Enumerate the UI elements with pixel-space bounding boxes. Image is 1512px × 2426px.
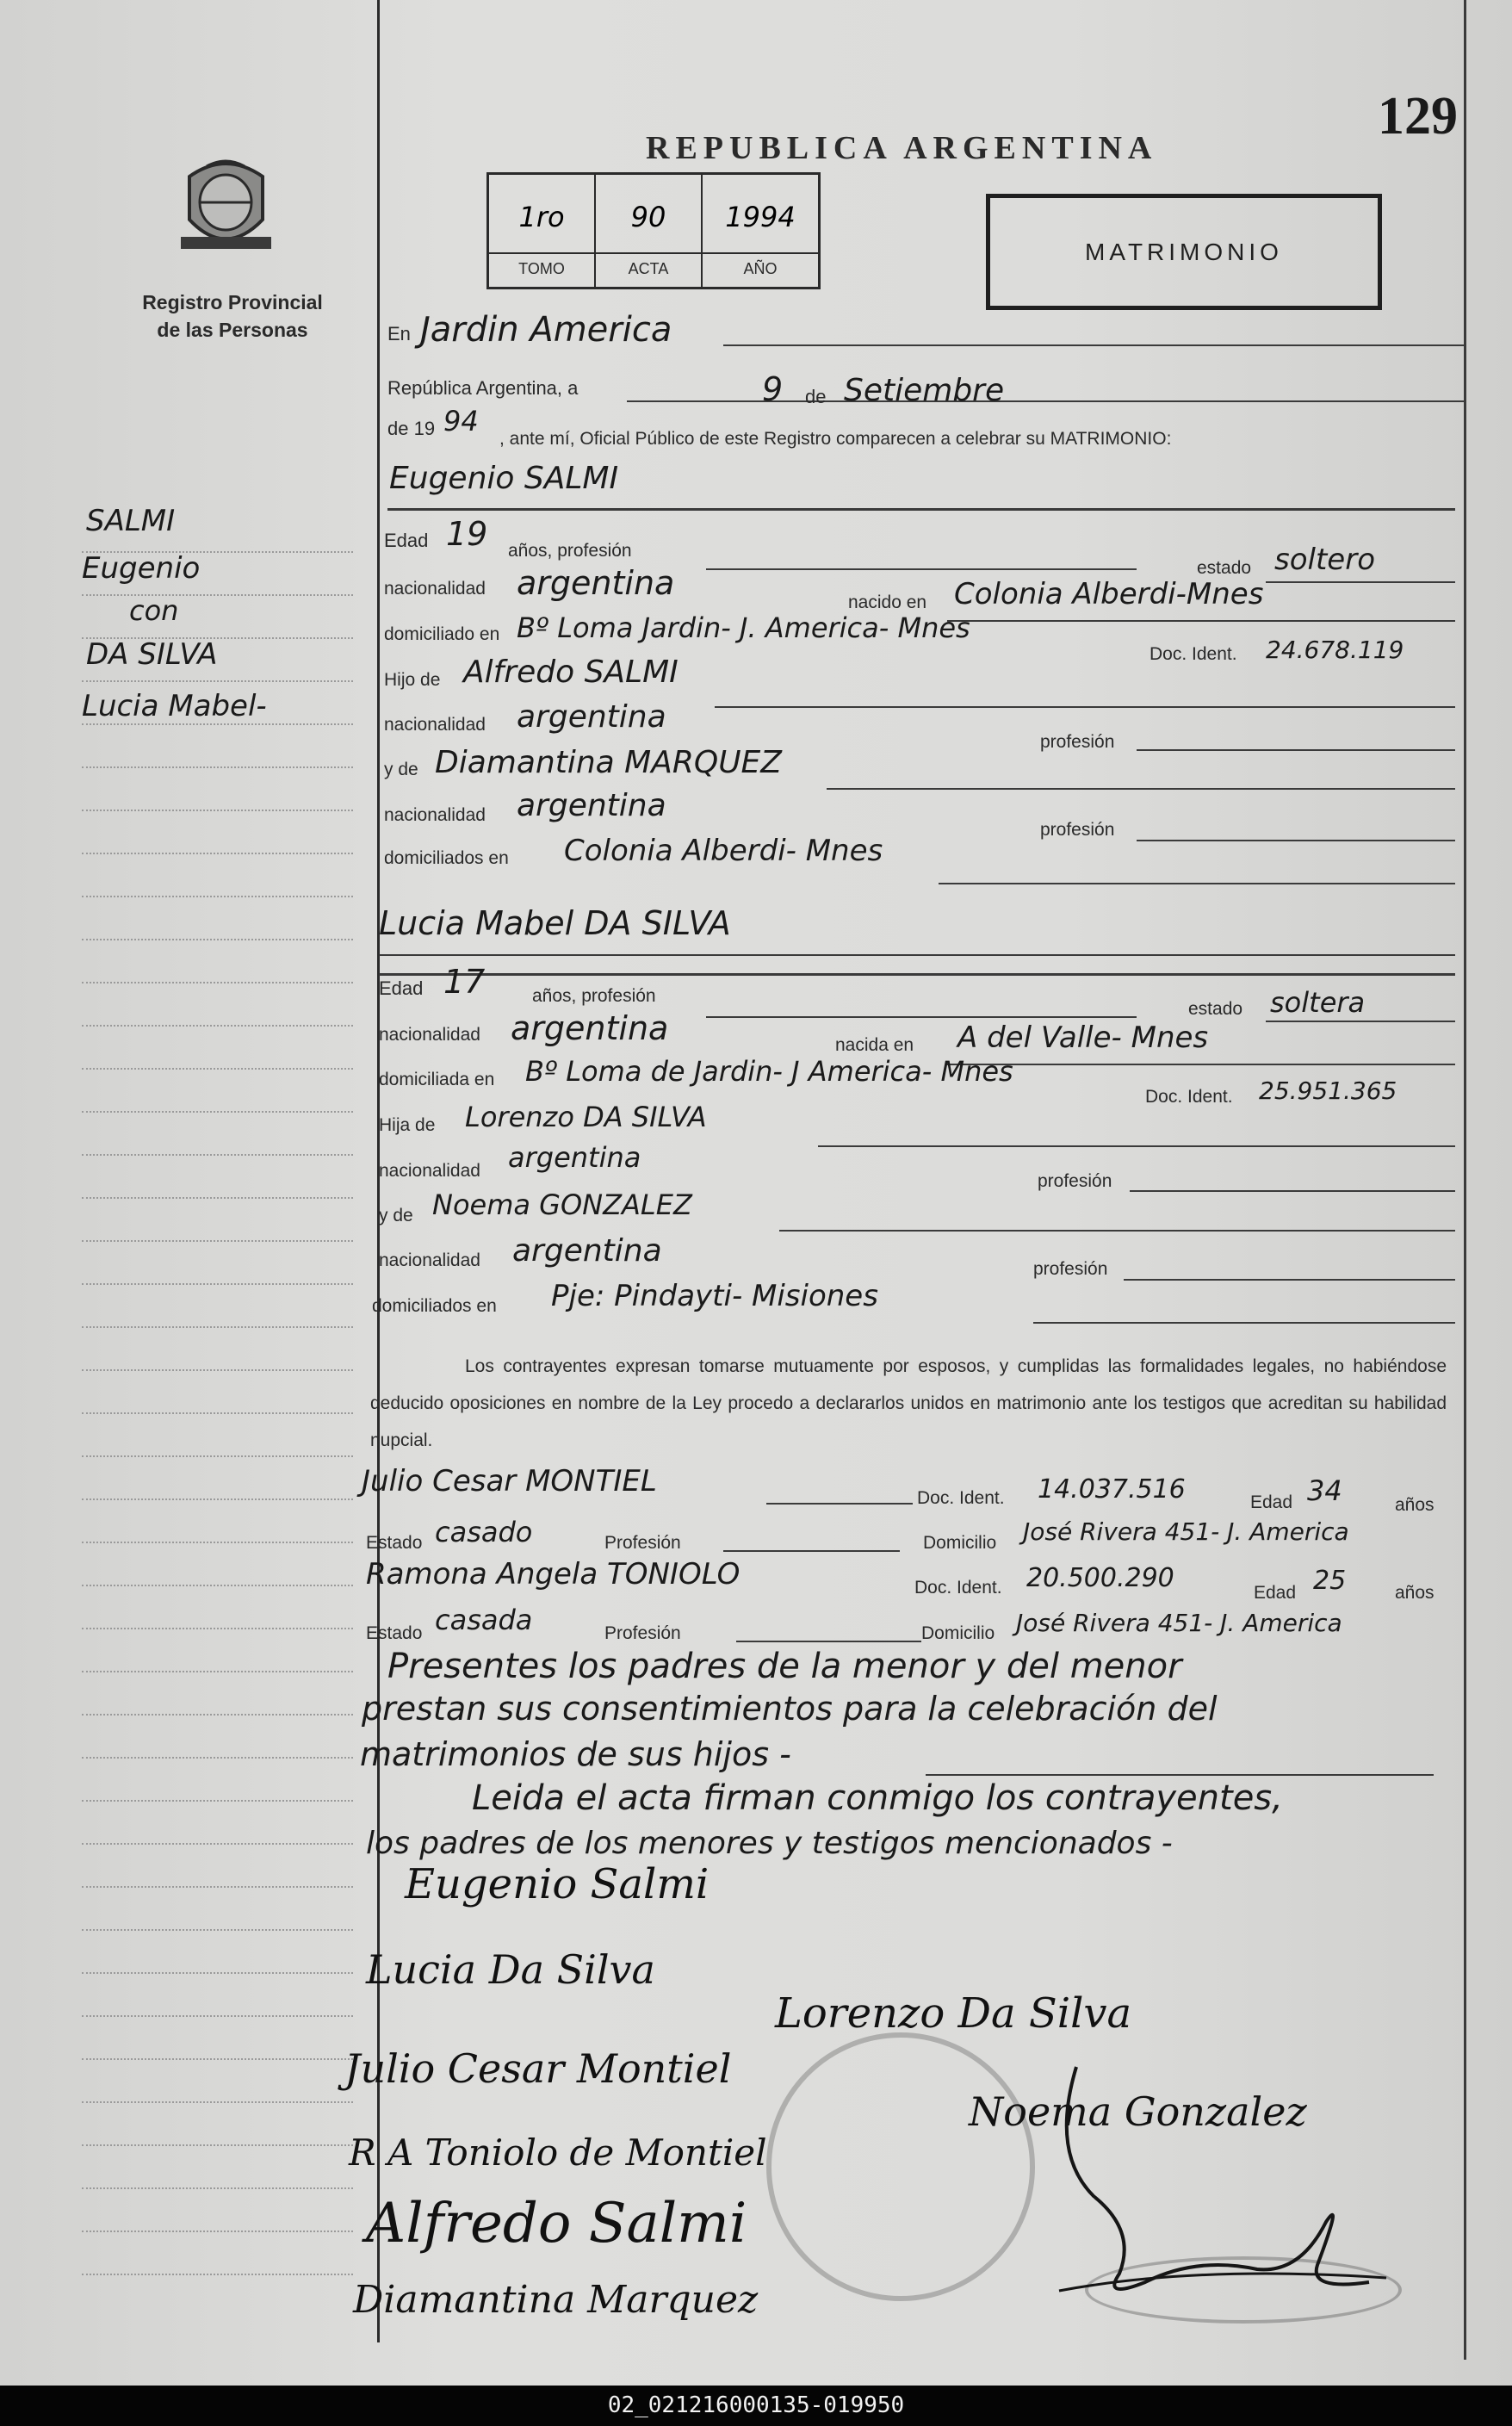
groom-mother-prof-label: profesión	[1040, 820, 1115, 840]
groom-father-nat: argentina	[517, 699, 666, 735]
groom-parents-addr-label: domiciliados en	[384, 848, 509, 868]
signature-witness-1: Julio Cesar Montiel	[344, 2045, 732, 2092]
tomo-cell: 1ro TOMO	[489, 175, 596, 287]
bride-parents-addr-label: domiciliados en	[372, 1296, 497, 1316]
bride-age-label: Edad	[379, 977, 424, 999]
note-line-5: los padres de los menores y testigos mencionados -	[366, 1826, 1173, 1861]
groom-name: Eugenio SALMI	[389, 461, 619, 496]
witness1-age: 34	[1307, 1474, 1342, 1507]
witness2-doc: 20.500.290	[1026, 1563, 1174, 1593]
bride-mother: Noema GONZALEZ	[432, 1188, 692, 1221]
record-number-box	[486, 172, 821, 289]
groom-father-prof-label: profesión	[1040, 732, 1115, 752]
bride-father-nat-label: nacionalidad	[379, 1161, 480, 1181]
note-line-3: matrimonios de sus hijos -	[360, 1735, 791, 1773]
officer-signature	[1042, 2050, 1404, 2308]
registry-name: Registro Provincial de las Personas	[142, 291, 323, 341]
groom-father-nat-label: nacionalidad	[384, 715, 486, 735]
bride-born-label: nacida en	[835, 1035, 914, 1055]
witness2-state-label: Estado	[366, 1623, 423, 1643]
bride-mother-nat-label: nacionalidad	[379, 1250, 480, 1270]
bride-doc: 25.951.365	[1259, 1076, 1397, 1105]
groom-nat-label: nacionalidad	[384, 579, 486, 599]
witness1-age-label: Edad	[1250, 1492, 1293, 1512]
country-label: República Argentina, a	[387, 377, 579, 399]
signature-groom-father: Alfredo Salmi	[366, 2192, 747, 2255]
date-month: Setiembre	[844, 373, 1005, 408]
witness1-doc: 14.037.516	[1038, 1474, 1186, 1505]
witness2-name: Ramona Angela TONIOLO	[366, 1557, 741, 1591]
note-line-2: prestan sus consentimientos para la celebración del	[362, 1690, 1218, 1728]
bride-address-label: domiciliada en	[379, 1070, 495, 1089]
bride-nationality: argentina	[511, 1009, 669, 1047]
witness2-age-label: Edad	[1254, 1583, 1297, 1603]
acta-cell: 90 ACTA	[596, 175, 703, 287]
official-seal	[766, 2032, 1035, 2301]
groom-father-label: Hijo de	[384, 670, 441, 690]
bride-nat-label: nacionalidad	[379, 1025, 480, 1045]
groom-age-unit: años, profesión	[508, 541, 632, 561]
witness1-address: José Rivera 451- J. America	[1023, 1517, 1349, 1546]
signature-groom-mother: Diamantina Marquez	[353, 2278, 759, 2322]
groom-mother: Diamantina MARQUEZ	[435, 745, 782, 780]
note-line-4: Leida el acta firman conmigo los contrayentes,	[472, 1778, 1283, 1818]
groom-address-label: domiciliado en	[384, 624, 500, 644]
bride-name: Lucia Mabel DA SILVA	[379, 904, 731, 942]
bride-age-unit: años, profesión	[532, 986, 656, 1006]
bride-mother-nat: argentina	[512, 1233, 662, 1269]
witness1-name: Julio Cesar MONTIEL	[362, 1464, 657, 1498]
bride-mother-prof-label: profesión	[1033, 1259, 1108, 1279]
groom-age-label: Edad	[384, 530, 429, 551]
year-suffix: 94	[443, 405, 479, 437]
document-id-footer: 02_021216000135-019950	[0, 2386, 1512, 2426]
witness2-doc-label: Doc. Ident.	[914, 1578, 1002, 1598]
witness1-state-label: Estado	[366, 1533, 423, 1553]
bride-state-label: estado	[1188, 999, 1243, 1019]
bride-address: Bº Loma de Jardin- J America- Mnes	[525, 1055, 1013, 1088]
groom-state: soltero	[1274, 543, 1375, 577]
place-value: Jardin America	[420, 310, 672, 350]
bride-father-prof-label: profesión	[1038, 1171, 1112, 1191]
officer-text: , ante mí, Oficial Público de este Registro comparecen a celebrar su MATRIMONIO:	[499, 429, 1172, 449]
bride-father: Lorenzo DA SILVA	[465, 1101, 707, 1133]
coat-of-arms-emblem	[172, 151, 280, 263]
witness1-age-unit: años	[1395, 1495, 1435, 1515]
place-label: En	[387, 323, 411, 344]
date-day: 9	[762, 370, 784, 408]
groom-mother-nat: argentina	[517, 788, 666, 823]
groom-doc-label: Doc. Ident.	[1149, 644, 1237, 664]
witness1-address-label: Domicilio	[923, 1533, 997, 1553]
bride-state: soltera	[1270, 986, 1366, 1019]
signature-bride-father: Lorenzo Da Silva	[775, 1989, 1132, 2038]
groom-father: Alfredo SALMI	[463, 655, 679, 690]
groom-mother-nat-label: nacionalidad	[384, 805, 486, 825]
witness2-age: 25	[1313, 1566, 1347, 1596]
page-title: REPUBLICA ARGENTINA	[646, 130, 1158, 166]
record-type-box: MATRIMONIO	[986, 194, 1382, 310]
signature-groom: Eugenio Salmi	[405, 1860, 710, 1908]
date-de-label: de	[805, 386, 827, 407]
witness1-prof-label: Profesión	[604, 1533, 681, 1553]
bride-parents-addr: Pje: Pindayti- Misiones	[551, 1279, 878, 1313]
signature-bride-mother: Noema Gonzalez	[969, 2088, 1307, 2135]
bride-father-label: Hija de	[379, 1115, 436, 1135]
legal-declaration: Los contrayentes expresan tomarse mutuamente por esposos, y cumplidas las formalidades legales, no habiéndose deducido oposiciones en nombre de la Ley procedo a declararlos unidos en matrimonio ante los testigos que acreditan su habilidad nupcial.	[370, 1356, 1447, 1450]
witness2-state: casada	[435, 1604, 533, 1636]
witness2-address-label: Domicilio	[921, 1623, 995, 1643]
witness2-age-unit: años	[1395, 1583, 1435, 1603]
witness2-address: José Rivera 451- J. America	[1016, 1609, 1342, 1637]
bride-father-nat: argentina	[508, 1141, 641, 1174]
bride-age: 17	[443, 963, 486, 1001]
groom-address: Bº Loma Jardin- J. America- Mnes	[517, 611, 970, 644]
witness1-doc-label: Doc. Ident.	[917, 1488, 1005, 1508]
groom-age: 19	[446, 515, 488, 553]
signature-bride: Lucia Da Silva	[366, 1946, 655, 1993]
groom-mother-label: y de	[384, 760, 418, 779]
page-right-edge	[1464, 0, 1466, 2360]
certificate-page: Registro Provincial de las Personas REPUBLICA ARGENTINA 129 1ro TOMO 90 ACTA 1994 AÑO MATRIMONIO SALMI Eugenio con DA SILVA Lucia Mabel- En Jardin America República Argentina, a 9 de Setiembre de 19 94 , ante mí, Oficial Público de este Registro comparecen a celebrar su MATRIMONIO: Eugenio SALMI Edad 19 años, profesión estado soltero nacionalidad argentina nacido en Colonia Alberdi-Mnes domiciliado en Bº Loma Jardin- J. America- Mnes Doc. Ident. 24.678.119 Hijo de Alfredo SALMI nacionalidad argentina profesión y de Diamantina MARQUEZ nacionalidad argentina profesión domiciliados en Colonia Alberdi- Mnes Lucia Mabel DA SILVA Edad 17 años, profesión estado soltera nacionalidad argentina nacida en A del Valle- Mnes domiciliada en Bº Loma de Jardin- J America- Mnes Doc. Ident. 25.951.365 Hija de Lorenzo DA SILVA nacionalidad argentina profesión y de Noema GONZALEZ nacionalidad argentina profesión domiciliados en Pje: Pindayti- Misiones Los contrayentes expresan tomarse mutuamente por esposos, y cumplidas las formalidades legales, no habiéndose deducido oposiciones en nombre de la Ley procedo a declararlos unidos en matrimonio ante los testigos que acreditan su habilidad nupcial. Julio Cesar MONTIEL Doc. Ident. 14.037.516 Edad 34 años Estado casado Profesión Domicilio José Rivera 451- J. America Ramona Angela TONIOLO Doc. Ident. 20.500.290 Edad 25 años Estado casada Profesión Domicilio José Rivera 451- J. America Presentes los padres de la menor y del menor prestan sus consentimientos para la celebración del matrimonios de sus hijos - Leida el acta firman conmigo los contrayentes, los padres de los menores y testigos mencionados - Eugenio Salmi Lucia Da Silva Lorenzo Da Silva Julio Cesar Montiel Noema Gonzalez R A Toniolo de Montiel Alfredo Salmi Diamantina Marquez	[0, 0, 1512, 2386]
folio-number: 129	[1378, 87, 1458, 146]
groom-nationality: argentina	[517, 564, 675, 602]
groom-state-label: estado	[1197, 558, 1252, 578]
bride-mother-label: y de	[379, 1206, 413, 1225]
note-line-1: Presentes los padres de la menor y del menor	[387, 1647, 1182, 1686]
bride-born: A del Valle- Mnes	[957, 1021, 1209, 1055]
groom-parents-addr: Colonia Alberdi- Mnes	[564, 834, 883, 868]
year-prefix: de 19	[387, 418, 436, 439]
bride-doc-label: Doc. Ident.	[1145, 1087, 1233, 1107]
groom-doc: 24.678.119	[1266, 636, 1404, 664]
ano-cell: 1994 AÑO	[725, 201, 796, 277]
signature-witness-2: R A Toniolo de Montiel	[349, 2131, 767, 2174]
witness1-state: casado	[435, 1516, 533, 1548]
groom-born-label: nacido en	[848, 593, 927, 612]
groom-born: Colonia Alberdi-Mnes	[954, 577, 1264, 611]
witness2-prof-label: Profesión	[604, 1623, 681, 1643]
